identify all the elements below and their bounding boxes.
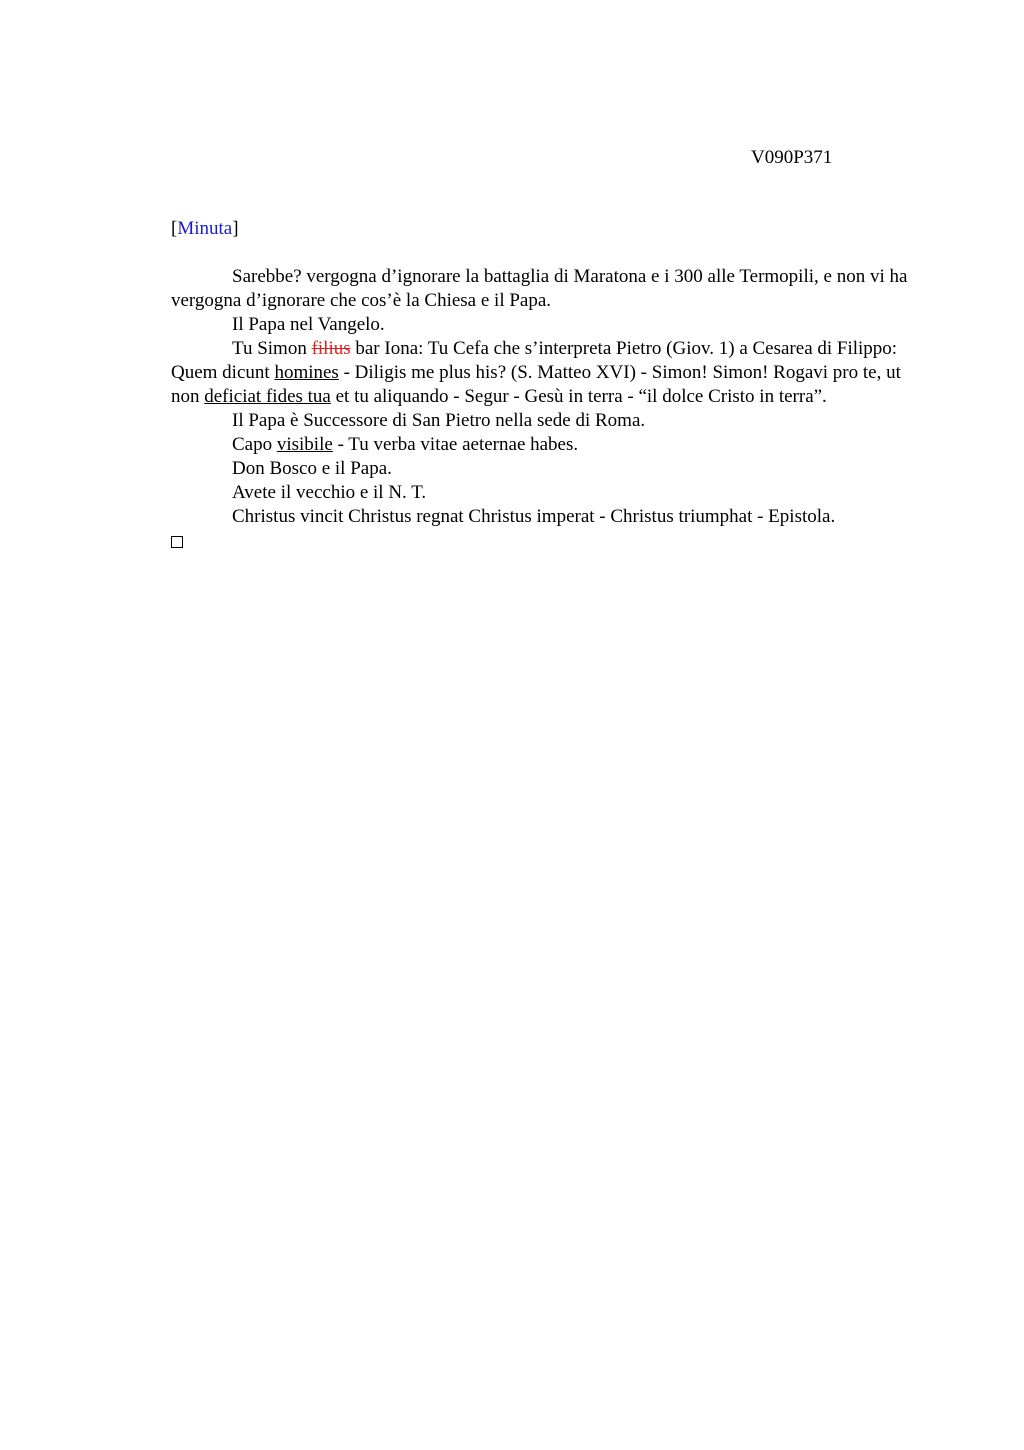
paragraph-3-text-1: Tu Simon bbox=[232, 338, 312, 359]
paragraph-4: Il Papa è Successore di San Pietro nella sede di Roma. bbox=[232, 410, 646, 431]
paragraph-5-text-1: Capo bbox=[232, 434, 277, 455]
paragraph-8: Christus vincit Christus regnat Christus imperat - Christus triumphat - Epistola. bbox=[232, 506, 836, 527]
paragraph-5-text-2: - Tu verba vitae aeternae habes. bbox=[332, 434, 579, 455]
paragraph-3 bbox=[171, 337, 931, 409]
heading-tag-minuta: Minuta bbox=[177, 218, 233, 239]
paragraph-6: Don Bosco e il Papa. bbox=[232, 458, 392, 479]
document-code: V090P371 bbox=[751, 147, 833, 168]
paragraph-3-text-4: et tu aliquando - Segur - Gesù in terra - “il dolce Cristo in terra”. bbox=[330, 386, 827, 407]
underlined-deficiat-fides-tua: deficiat fides tua bbox=[204, 386, 331, 407]
paragraph-2: Il Papa nel Vangelo. bbox=[232, 314, 385, 335]
paragraph-7: Avete il vecchio e il N. T. bbox=[232, 482, 427, 503]
underlined-homines: homines bbox=[274, 362, 339, 383]
struck-word: filius bbox=[311, 338, 351, 359]
document-heading bbox=[171, 217, 239, 241]
underlined-visibile: visibile bbox=[276, 434, 333, 455]
end-box-icon bbox=[171, 536, 183, 548]
heading-open-bracket: [ bbox=[171, 218, 178, 239]
paragraph-5 bbox=[171, 433, 931, 457]
paragraph-1: Sarebbe? vergogna d’ignorare la battaglia di Maratona e i 300 alle Termopili, e non vi ha vergogna d’ignorare che cos’è la Chiesa e il Papa. bbox=[171, 266, 908, 311]
paragraph-3-text-3: - Diligis me plus his? (S. Matteo XVI) - Simon! Simon! Rogavi pro te, ut non bbox=[171, 362, 901, 407]
paragraph-3-text-2: bar Iona: Tu Cefa che s’interpreta Pietro (Giov. 1) a Cesarea di Filippo: Quem dicunt bbox=[171, 338, 898, 383]
heading-close-bracket: ] bbox=[232, 218, 239, 239]
document-body bbox=[171, 265, 931, 548]
